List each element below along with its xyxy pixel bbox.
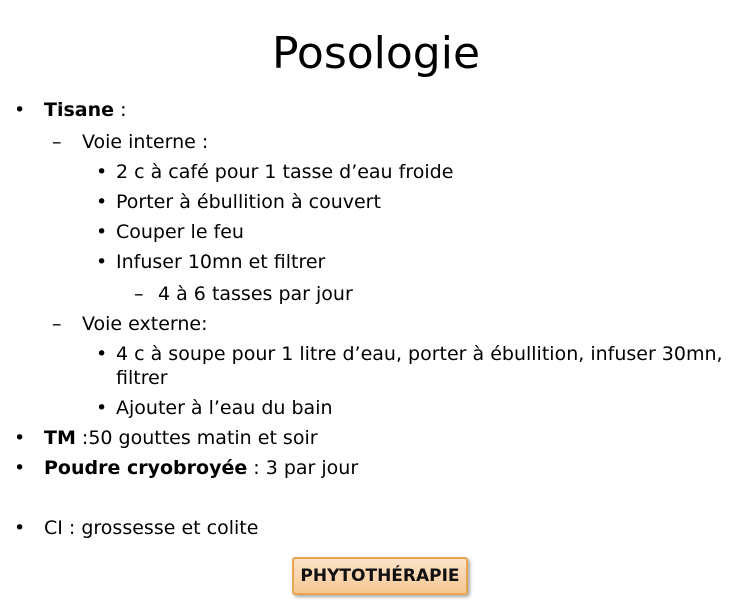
- item-bold-label: Tisane: [44, 99, 115, 121]
- list-item-voie-externe: Voie externe:: [82, 313, 208, 335]
- list-item-continuation: filtrer: [116, 367, 168, 389]
- item-bold-label: Poudre cryobroyée: [44, 457, 248, 479]
- list-item: 2 c à café pour 1 tasse d’eau froide: [116, 161, 454, 183]
- bullet-icon: •: [14, 457, 26, 479]
- list-item-voie-interne: Voie interne :: [82, 131, 209, 153]
- list-item: Ajouter à l’eau du bain: [116, 397, 333, 419]
- bullet-icon: •: [14, 427, 26, 449]
- list-item-poudre: [44, 456, 358, 480]
- bullet-icon: •: [96, 397, 108, 419]
- list-item: Infuser 10mn et filtrer: [116, 251, 326, 273]
- list-item: 4 c à soupe pour 1 litre d’eau, porter à ébullition, infuser 30mn,: [116, 343, 723, 365]
- bullet-icon: •: [14, 517, 26, 539]
- dash-icon: –: [134, 283, 144, 305]
- bullet-icon: •: [96, 161, 108, 183]
- item-text: :: [114, 99, 127, 121]
- item-text: : 3 par jour: [247, 457, 359, 479]
- item-bold-label: TM: [44, 427, 76, 449]
- item-text: :50 gouttes matin et soir: [75, 427, 318, 449]
- list-item: 4 à 6 tasses par jour: [158, 283, 353, 305]
- category-badge: PHYTOTHÉRAPIE: [292, 557, 468, 595]
- dash-icon: –: [52, 131, 62, 153]
- list-item: Porter à ébullition à couvert: [116, 191, 381, 213]
- bullet-icon: •: [96, 221, 108, 243]
- bullet-icon: •: [96, 191, 108, 213]
- bullet-icon: •: [96, 343, 108, 365]
- list-item-ci: CI : grossesse et colite: [44, 517, 259, 539]
- list-item: Couper le feu: [116, 221, 244, 243]
- dash-icon: –: [52, 313, 62, 335]
- list-item-tisane: [44, 98, 126, 122]
- bullet-icon: •: [14, 99, 26, 121]
- list-item-tm: [44, 426, 318, 450]
- bullet-icon: •: [96, 251, 108, 273]
- slide-title: Posologie: [271, 28, 481, 79]
